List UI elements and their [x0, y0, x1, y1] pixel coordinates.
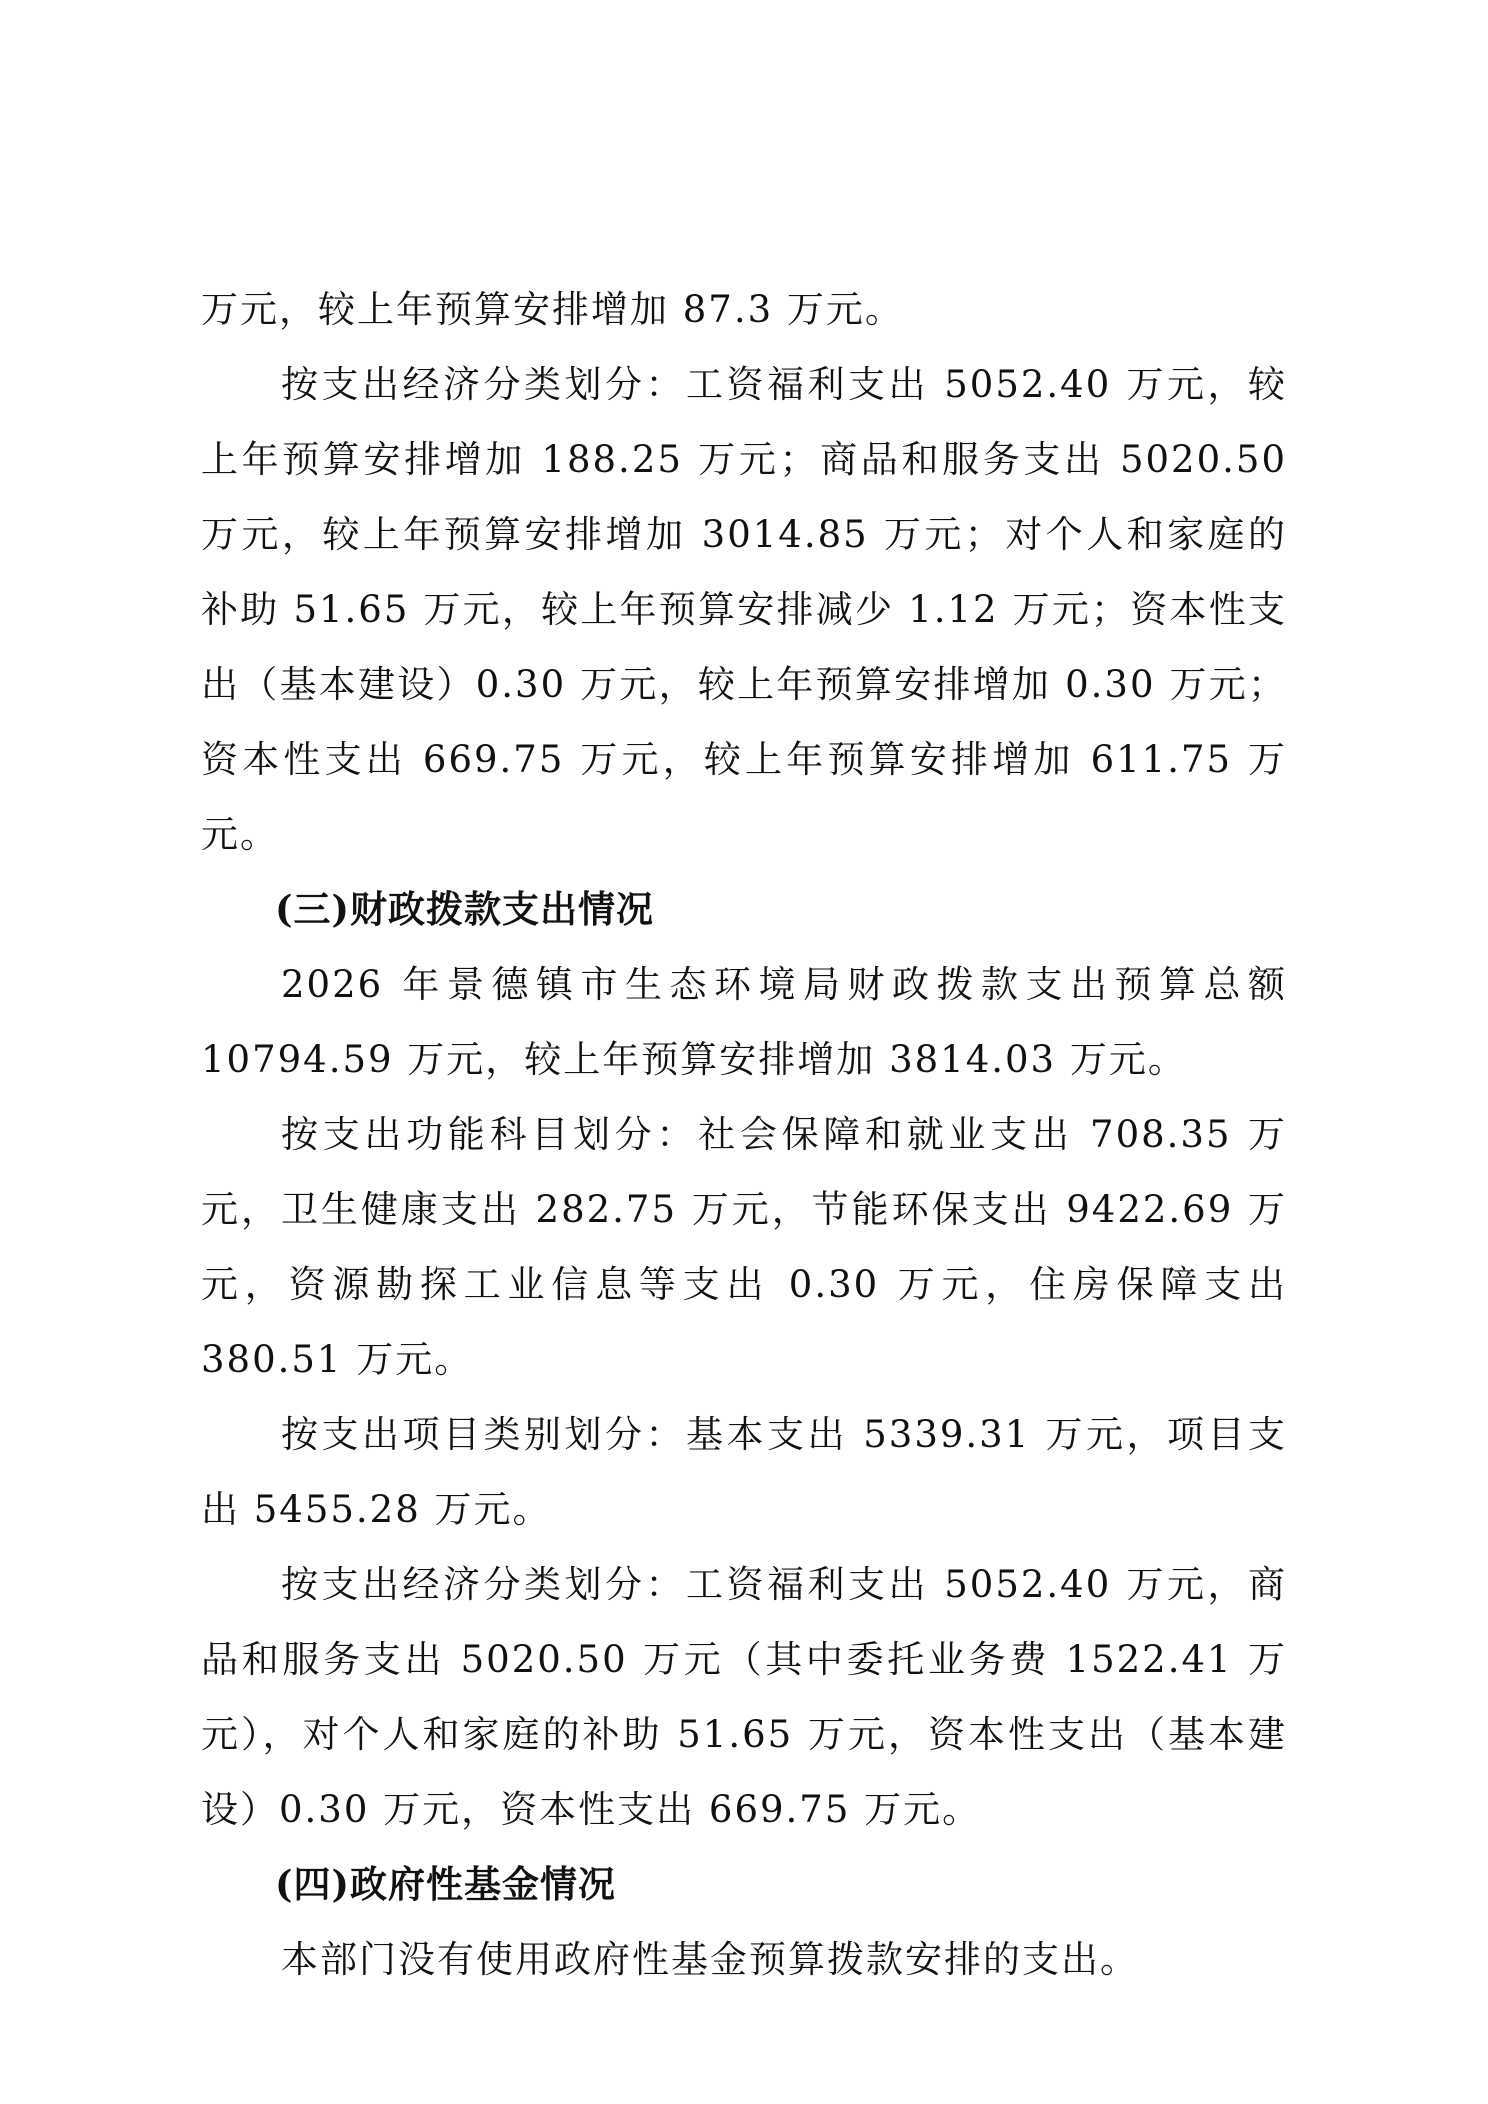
section-heading-government-fund: (四)政府性基金情况: [275, 1862, 617, 1906]
paragraph-economic-classification: 按支出经济分类划分：工资福利支出 5052.40 万元，较上年预算安排增加 188.25 万元；商品和服务支出 5020.50 万元，较上年预算安排增加 3014.85 万元；对个人和家庭的补助 51.65 万元，较上年预算安排减少 1.12 万元；资本性支出（基本建设）0.30 万元，较上年预算安排增加 0.30 万元；资本性支出 669.75 万元，较上年预算安排增加 611.75 万元。: [201, 363, 1287, 856]
paragraph-fiscal-total: 2026 年景德镇市生态环境局财政拨款支出预算总额 10794.59 万元，较上年预算安排增加 3814.03 万元。: [201, 963, 1287, 1081]
document-body: [201, 272, 1287, 1997]
paragraph-continuation: 万元，较上年预算安排增加 87.3 万元。: [201, 288, 904, 331]
paragraph-government-fund: 本部门没有使用政府性基金预算拨款安排的支出。: [281, 1938, 1139, 1981]
paragraph-project-category: 按支出项目类别划分：基本支出 5339.31 万元，项目支出 5455.28 万元。: [201, 1413, 1287, 1531]
paragraph-functional-classification: 按支出功能科目划分：社会保障和就业支出 708.35 万元，卫生健康支出 282.75 万元，节能环保支出 9422.69 万元，资源勘探工业信息等支出 0.30 万元，住房保障支出 380.51 万元。: [201, 1113, 1287, 1381]
section-heading-fiscal-expenditure: (三)财政拨款支出情况: [275, 887, 655, 931]
paragraph-economic-classification-fiscal: 按支出经济分类划分：工资福利支出 5052.40 万元，商品和服务支出 5020.50 万元（其中委托业务费 1522.41 万元），对个人和家庭的补助 51.65 万元，资本性支出（基本建设）0.30 万元，资本性支出 669.75 万元。: [201, 1563, 1287, 1831]
